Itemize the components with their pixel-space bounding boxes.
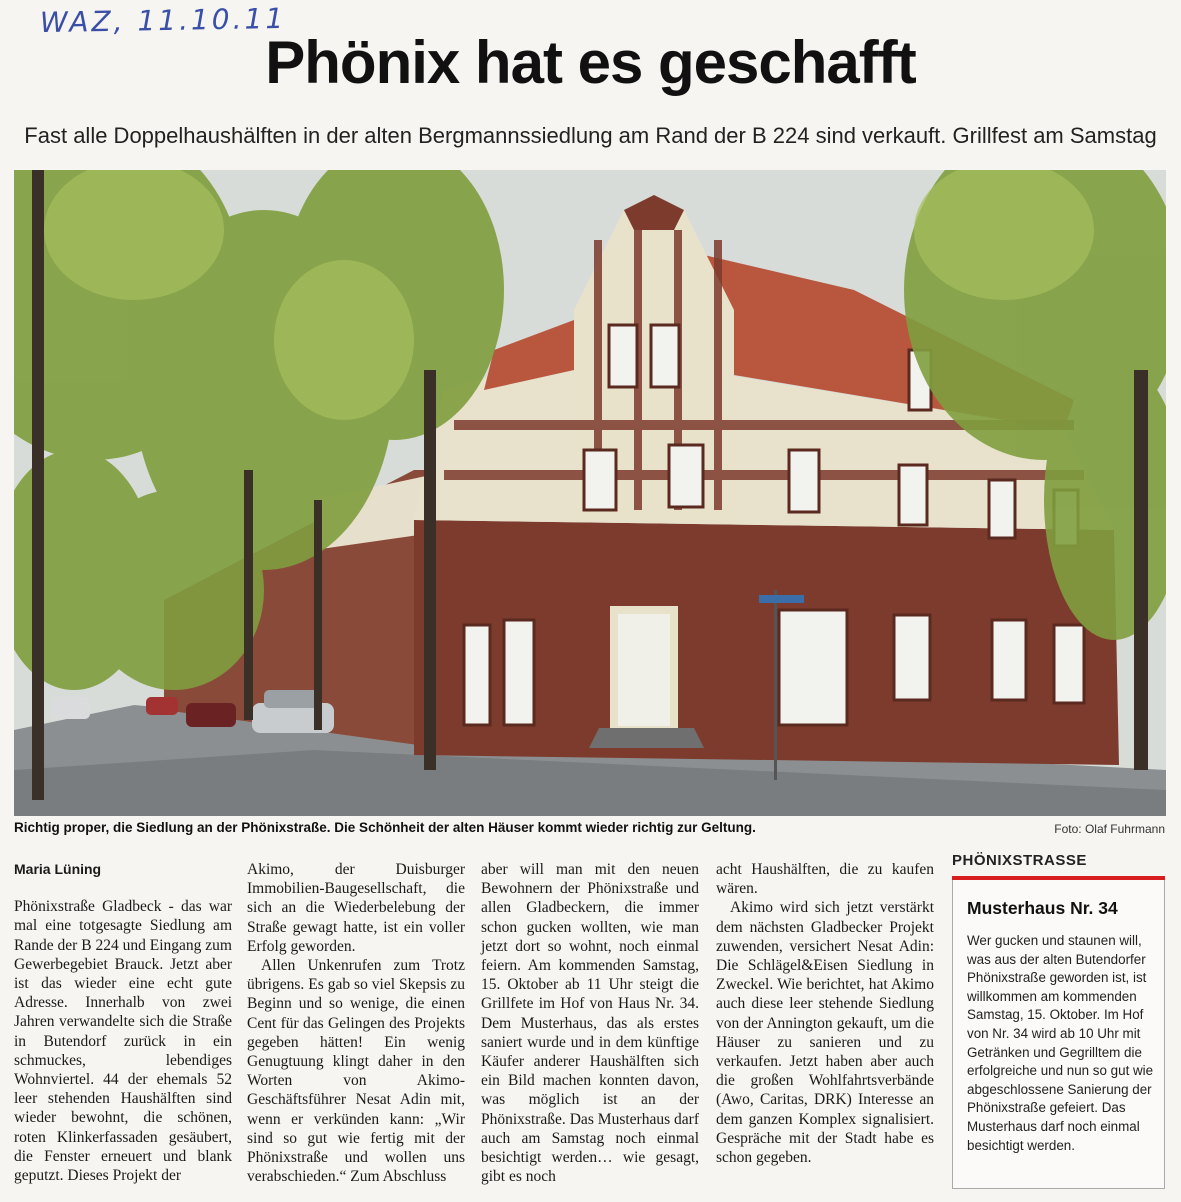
sidebar-title: Musterhaus Nr. 34 [967,898,1118,918]
article-column-3 [481,860,699,1186]
headline: Phönix hat es geschafft [265,29,916,96]
author-byline: Maria Lüning [14,861,102,877]
article-column-1 [14,860,232,1185]
paragraph: Allen Unkenrufen zum Trotz übrigens. Es gab so viel Skepsis zu Beginn und so wenige, die einen Cent für das Gelingen des Projekts gegeben hätten! Ein wenig Genugtuung klingt daher in den Worten von Akimo-Geschäftsführer Nesat Adin mit, wenn er verkünden kann: „Wir sind so gut wie fertig mit der Phönixstraße und wollen uns verabschieden.“ Zum Abschluss [247,957,465,1186]
article-photo [14,170,1166,816]
paragraph: Akimo wird sich jetzt verstärkt dem nächsten Gladbecker Projekt zuwenden, versichert Nesat Adin: Die Schlägel&Eisen Siedlung in Zweckel. Wie berichtet, hat Akimo auch diese leer stehende Siedlung von der Annington gekauft, um die Häuser zu sanieren und zu verkaufen. Jetzt haben aber auch die großen Wohlfahrtsverbände (Awo, Caritas, DRK) Interesse an dem ganzen Komplex signalisiert. Gespräche mit der Stadt habe es schon gegeben. [716,899,934,1167]
article-column-4 [716,860,934,1167]
paragraph: acht Haushälften, die zu kaufen wären. [716,861,934,898]
sidebar-text: Wer gucken und staunen will, was aus der alten Butendorfer Phönixstraße geworden ist, ist willkommen am kommenden Samstag, 15. Oktober. Im Hof von Nr. 34 wird ab 10 Uhr mit Getränken und Gegrilltem die erfolgreiche und nun so gut wie abgeschlossene Sanierung der Phönixstraße gefeiert. Das Musterhaus darf noch einmal besichtigt werden. [967,933,1154,1153]
handwritten-date-stamp: WAZ, 11.10.11 [39,1,287,40]
subheadline: Fast alle Doppelhaushälften in der alten Bergmannssiedlung am Rand der B 224 sind verkauft. Grillfest am Samstag [24,123,1157,148]
sidebar-infobox [952,880,1165,1189]
article-column-2 [247,860,465,1186]
photo-caption: Richtig proper, die Siedlung an der Phönixstraße. Die Schönheit der alten Häuser kommt wieder richtig zur Geltung. [14,820,756,835]
photo-credit: Foto: Olaf Fuhrmann [1054,822,1165,836]
paragraph: aber will man mit den neuen Bewohnern der Phönixstraße und allen Gladbeckern, die immer schon gucken wollten, wie man jetzt dort so wohnt, noch einmal feiern. Am kommenden Samstag, 15. Oktober ab 11 Uhr steigt die Grillfete im Hof von Haus Nr. 34. Dem Musterhaus, das als erstes saniert wurde und in dem künftige Käufer anderer Haushälften sich ein Bild machen konnten davon, was möglich ist an der Phönixstraße. Das Musterhaus darf auch am Samstag noch einmal besichtigt werden… wie gesagt, gibt es noch [481,861,699,1186]
paragraph: Akimo, der Duisburger Immobilien-Baugesellschaft, die sich an die Wiederbelebung der Straße gewagt hatte, ist ein voller Erfolg geworden. [247,861,465,955]
paragraph: Phönixstraße Gladbeck - das war mal eine totgesagte Siedlung am Rande der B 224 und Eingang zum Gewerbegebiet Brauck. Jetzt aber ist das wieder eine echt gute Adresse. Innerhalb von zwei Jahren verwandelte sich die Straße in Butendorf zurück in ein schmuckes, lebendiges Wohnviertel. 44 der ehemals 52 leer stehenden Haushälften sind wieder bewohnt, die schönen, roten Klinkerfassaden gesäubert, die Fenster erneuert und blank geputzt. Dieses Projekt der [14,898,232,1185]
sidebar-kicker: PHÖNIXSTRASSE [952,852,1087,869]
